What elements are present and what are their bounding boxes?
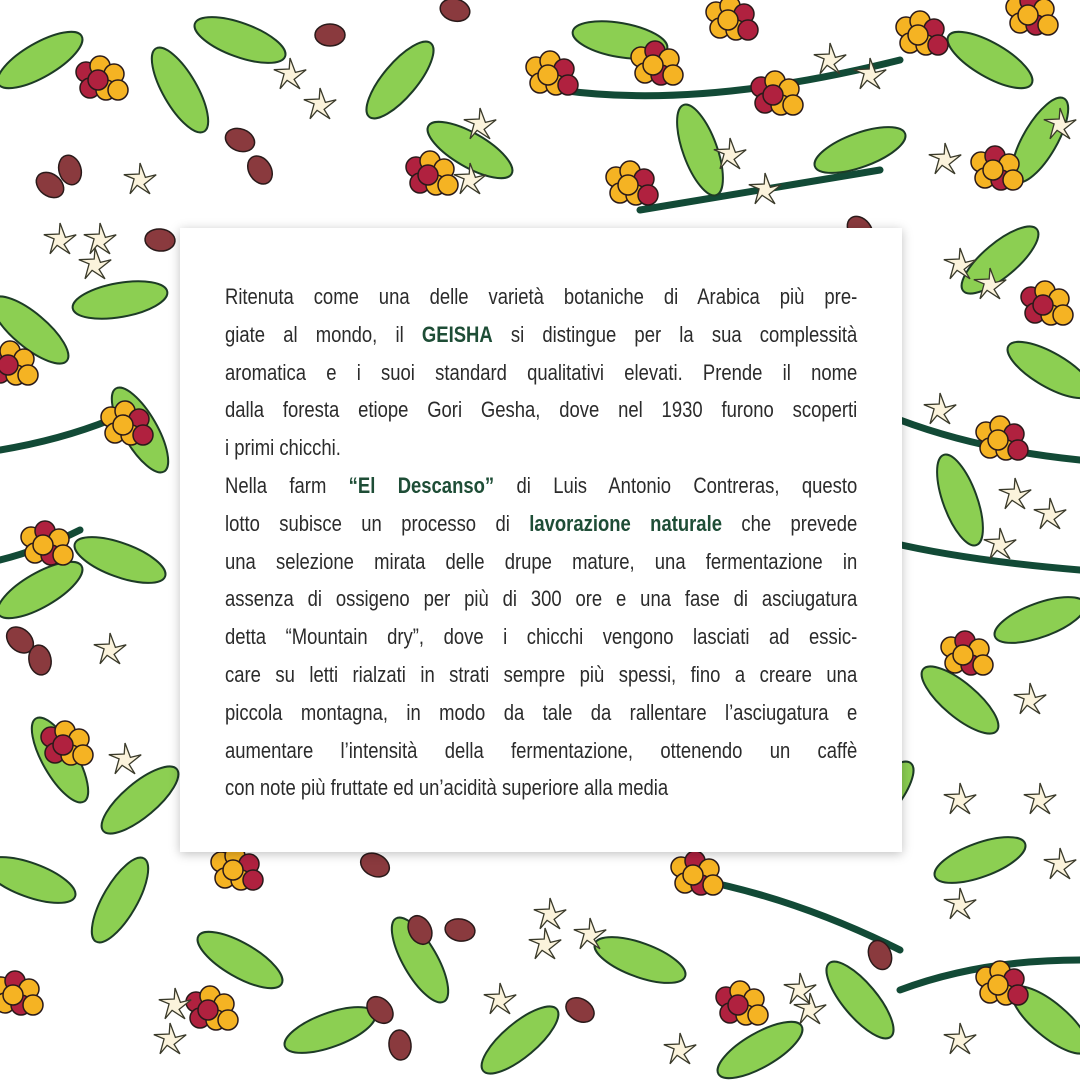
- coffee-bean-icon: [222, 124, 258, 155]
- coffee-berry-icon: [1033, 295, 1053, 315]
- coffee-flower-icon: [484, 983, 516, 1014]
- text-line: [225, 656, 857, 694]
- highlight-geisha: GEISHA: [421, 321, 493, 347]
- coffee-berry-icon: [198, 1000, 218, 1020]
- text-segment: Nella farm: [225, 472, 349, 498]
- coffee-flower-icon: [1024, 783, 1056, 814]
- text-segment: che prevede: [721, 510, 858, 536]
- text-segment: detta “Mountain dry”, dove i chicchi vengono lasciati ad essic-: [225, 624, 858, 650]
- leaf-icon: [92, 756, 187, 844]
- coffee-flower-icon: [924, 393, 956, 424]
- text-segment: si distingue per la sua complessità: [492, 321, 858, 347]
- leaf-icon: [928, 449, 993, 551]
- coffee-flower-icon: [94, 633, 126, 664]
- text-line: [225, 467, 857, 505]
- coffee-flower-icon: [794, 993, 826, 1024]
- coffee-flower-icon: [159, 988, 191, 1019]
- coffee-berry-icon: [763, 85, 783, 105]
- coffee-berry-icon: [1003, 170, 1023, 190]
- coffee-berry-icon: [33, 535, 53, 555]
- coffee-berry-icon: [728, 995, 748, 1015]
- coffee-berry-icon: [908, 25, 928, 45]
- leaf-icon: [816, 952, 904, 1047]
- coffee-berry-icon: [53, 545, 73, 565]
- coffee-flower-icon: [929, 143, 961, 174]
- coffee-berry-icon: [618, 175, 638, 195]
- coffee-bean-icon: [357, 849, 394, 882]
- leaf-icon: [589, 928, 691, 993]
- coffee-berry-icon: [223, 860, 243, 880]
- coffee-flower-icon: [999, 478, 1031, 509]
- text-segment: una selezione mirata delle drupe mature, una fermentazione in: [225, 548, 858, 574]
- coffee-berry-icon: [643, 55, 663, 75]
- coffee-berry-icon: [718, 10, 738, 30]
- coffee-berry-icon: [1008, 440, 1028, 460]
- coffee-flower-icon: [984, 528, 1016, 559]
- stem: [0, 420, 110, 450]
- coffee-berry-icon: [703, 875, 723, 895]
- coffee-flower-icon: [124, 163, 156, 194]
- text-line: [225, 391, 857, 429]
- coffee-flower-icon: [84, 223, 116, 254]
- coffee-berry-icon: [953, 645, 973, 665]
- coffee-berry-icon: [538, 65, 558, 85]
- coffee-berry-icon: [638, 185, 658, 205]
- coffee-flower-icon: [154, 1023, 186, 1054]
- coffee-bean-icon: [561, 993, 598, 1027]
- coffee-berry-icon: [438, 175, 458, 195]
- description-text: [225, 278, 857, 807]
- coffee-berry-icon: [243, 870, 263, 890]
- coffee-flower-icon: [534, 898, 566, 929]
- text-line: [225, 354, 857, 392]
- leaf-icon: [81, 850, 158, 950]
- text-line: [225, 580, 857, 618]
- leaf-icon: [940, 21, 1040, 98]
- coffee-bean-icon: [438, 0, 473, 25]
- text-line: [225, 732, 857, 770]
- coffee-bean-icon: [443, 917, 476, 944]
- coffee-bean-icon: [315, 24, 345, 46]
- text-line: [225, 618, 857, 656]
- coffee-flower-icon: [1044, 848, 1076, 879]
- coffee-berry-icon: [663, 65, 683, 85]
- coffee-flower-icon: [664, 1033, 696, 1064]
- coffee-berry-icon: [738, 20, 758, 40]
- coffee-berry-icon: [73, 745, 93, 765]
- coffee-berry-icon: [988, 430, 1008, 450]
- text-line: [225, 316, 857, 354]
- coffee-berry-icon: [1038, 15, 1058, 35]
- coffee-flower-icon: [1014, 683, 1046, 714]
- text-segment: con note più fruttate ed un’acidità superiore alla media: [225, 775, 669, 801]
- text-segment: lotto subisce un processo di: [225, 510, 530, 536]
- text-line: [225, 278, 857, 316]
- text-segment: Ritenuta come una delle varietà botaniche di Arabica più pre-: [225, 284, 858, 309]
- coffee-berry-icon: [1053, 305, 1073, 325]
- coffee-berry-icon: [418, 165, 438, 185]
- leaf-icon: [189, 8, 291, 73]
- coffee-berry-icon: [113, 415, 133, 435]
- leaf-icon: [69, 528, 171, 593]
- text-line: [225, 769, 857, 807]
- leaf-icon: [356, 32, 444, 127]
- leaf-icon: [1000, 331, 1080, 408]
- coffee-berry-icon: [23, 995, 43, 1015]
- description-card: [180, 228, 902, 852]
- coffee-bean-icon: [144, 228, 176, 253]
- text-segment: aromatica e i suoi standard qualitativi elevati. Prende il nome: [225, 359, 858, 385]
- text-line: [225, 429, 857, 467]
- coffee-berry-icon: [683, 865, 703, 885]
- coffee-berry-icon: [53, 735, 73, 755]
- leaf-icon: [0, 848, 81, 913]
- text-segment: dalla foresta etiope Gori Gesha, dove nel 1930 furono scoperti: [225, 397, 858, 423]
- stem: [560, 60, 900, 96]
- coffee-berry-icon: [133, 425, 153, 445]
- coffee-flower-icon: [1034, 498, 1066, 529]
- text-segment: care su letti rialzati in strati sempre più spessi, fino a creare una: [225, 661, 858, 687]
- coffee-berry-icon: [928, 35, 948, 55]
- coffee-berry-icon: [783, 95, 803, 115]
- text-segment: assenza di ossigeno per più di 300 ore e una fase di asciugatura: [225, 586, 858, 612]
- highlight-process: lavorazione naturale: [529, 510, 722, 536]
- text-line: [225, 505, 857, 543]
- coffee-bean-icon: [387, 1029, 412, 1061]
- leaf-icon: [141, 40, 218, 140]
- leaf-icon: [929, 828, 1031, 893]
- text-line: [225, 543, 857, 581]
- coffee-berry-icon: [3, 985, 23, 1005]
- coffee-flower-icon: [109, 743, 141, 774]
- coffee-flower-icon: [944, 1023, 976, 1054]
- coffee-berry-icon: [108, 80, 128, 100]
- coffee-flower-icon: [79, 248, 111, 279]
- highlight-farm-name: “El Descanso”: [348, 472, 495, 498]
- leaf-icon: [989, 588, 1080, 653]
- coffee-flower-icon: [944, 783, 976, 814]
- coffee-berry-icon: [88, 70, 108, 90]
- coffee-berry-icon: [218, 1010, 238, 1030]
- coffee-berry-icon: [1008, 985, 1028, 1005]
- coffee-berry-icon: [973, 655, 993, 675]
- coffee-berry-icon: [983, 160, 1003, 180]
- leaf-icon: [0, 21, 90, 98]
- stem: [700, 880, 900, 950]
- coffee-bean-icon: [243, 151, 278, 188]
- coffee-berry-icon: [988, 975, 1008, 995]
- text-segment: di Luis Antonio Contreras, questo: [494, 472, 858, 498]
- text-line: [225, 694, 857, 732]
- text-segment: giate al mondo, il: [225, 321, 422, 347]
- leaf-icon: [70, 275, 170, 325]
- coffee-berry-icon: [558, 75, 578, 95]
- coffee-flower-icon: [529, 928, 561, 959]
- coffee-flower-icon: [814, 43, 846, 74]
- text-segment: piccola montagna, in modo da tale da rallentare l’asciugatura e: [225, 699, 858, 725]
- text-segment: aumentare l’intensità della fermentazione, ottenendo un caffè: [225, 737, 858, 763]
- coffee-berry-icon: [18, 365, 38, 385]
- coffee-flower-icon: [44, 223, 76, 254]
- coffee-berry-icon: [1018, 5, 1038, 25]
- text-segment: i primi chicchi.: [225, 435, 341, 461]
- stem: [880, 540, 1080, 570]
- coffee-berry-icon: [748, 1005, 768, 1025]
- leaf-icon: [472, 996, 567, 1080]
- coffee-flower-icon: [944, 888, 976, 919]
- coffee-flower-icon: [304, 88, 336, 119]
- leaf-icon: [279, 998, 381, 1063]
- coffee-berry-icon: [0, 355, 18, 375]
